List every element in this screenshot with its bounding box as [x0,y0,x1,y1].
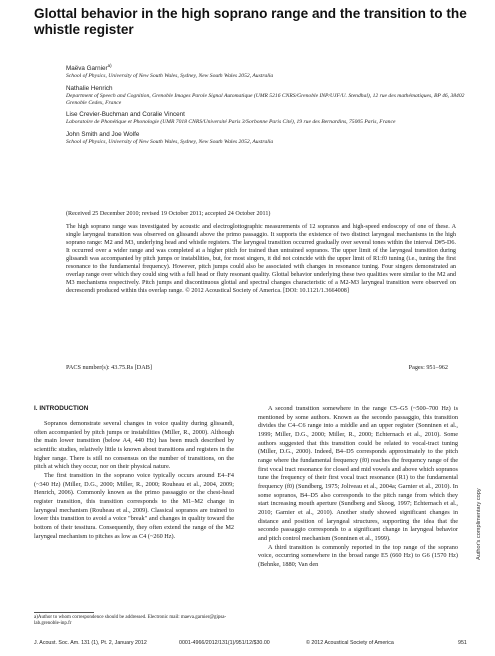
author-affiliation: Department of Speech and Cognition, Grenoble Images Parole Signal Automatique (UMR 5216 CNRS/Grenoble INP/UJF/U. Stendhal), 12 rue des mathématiques, BP 46, 38402 Grenoble Cedex, France [66,92,465,106]
footer-journal: J. Acoust. Soc. Am. 131 (1), Pt. 2, January 2012 [34,640,147,646]
author-name: Maëva Garnier$^{a)}$ [66,63,112,73]
received-dates: (Received 25 December 2010; revised 19 October 2011; accepted 24 October 2011) [66,211,271,217]
complimentary-copy-label: Author's complimentary copy [476,488,482,560]
right-column [258,405,458,569]
author-block [66,62,466,80]
article-title: Glottal behavior in the high soprano range and the transition to the whistle register [34,6,467,37]
footer-copyright: © 2012 Acoustical Society of America [306,640,394,646]
pacs-numbers: PACS number(s): 43.75.Rs [DAB] [66,364,152,371]
author-name: Nathalie Henrich [66,84,113,92]
body-paragraph: A second transition somewhere in the range C5–G5 (~500–700 Hz) is mentioned by some authors. Known as the secondo passaggio, this transition divides the C4–C6 range into a middle and an upper register (Sonninen et al., 1999; Miller, D.G., 2000; Miller, R., 2000; Echternach et al., 2010). Some authors suggested that this transition could be related to vocal-tract tuning (Miller, D.G., 2000). Indeed, B4–D5 corresponds approximately to the pitch range where the fundamental frequency (f0) reaches the frequency range of the first vocal tract resonance for closed and mid vowels and above which sopranos tune the frequency of their first vocal tract resonance (R1) to the fundamental frequency (f0) (Sundberg, 1975; Joliveau et al., 2004a; Garnier et al., 2010). In some sopranos, B4–D5 also corresponds to the pitch range from which they start increasing mouth aperture (Sundberg and Skoog, 1997; Echternach et al., 2010; Garnier et al., 2010). Another study showed significant changes in distance and position of laryngeal structures, supporting the idea that the secondo passaggio corresponds to a significant change in laryngeal behavior and pitch control mechanism (Sonninen et al., 1999). [258,405,458,542]
abstract-text: The high soprano range was investigated by acoustic and electroglottographic measurements of 12 sopranos and high-speed endoscopy of one of these. A single laryngeal transition was observed on glissandi above the primo passaggio. It supports the existence of two distinct laryngeal mechanisms in the high soprano range: M2 and M3, underlying head and whistle registers. The laryngeal transition occurred gradually over several tones within the interval D#5-D6. It occurred over a wider range and was completed at a higher pitch for trained than untrained sopranos. The upper limit of the laryngeal transition during glissandi was accompanied by pitch jumps or instabilities, but, for most singers, it did not coincide with the upper limit of R1:f0 tuning (i.e., tuning the first resonance to the fundamental frequency). However, pitch jumps could also be associated with changes in resonance tuning. Four singers demonstrated an overlap range over which they could sing with a full head or fluty resonant quality. Glottal behavior underlying these two qualities were similar to the M2 and M3 mechanisms respectively. Pitch jumps and discontinuous glottal and spectral changes characteristic of a M2-M3 laryngeal transition were observed on decrescendi produced within this overlap range. [66,224,456,294]
footnote: a)Author to whom correspondence should be addressed. Electronic mail: maeva.garnier@gipsa-lab.grenoble-inp.fr [34,615,227,626]
footer-issn: 0001-4966/2012/131(1)/951/12/$30.00 [179,640,270,646]
section-heading: I. INTRODUCTION [34,405,89,412]
body-paragraph: Sopranos demonstrate several changes in voice quality during glissandi, often accompanied by pitch jumps or instabilities (Miller, R., 2000). Although the main lower transition (below A4, 440 Hz) has been much described by scientific studies, relatively little is known about transitions and registers in the higher range. There is still no consensus on the number of transitions, on the pitch at which they occur, nor on their physical nature. [34,420,234,471]
author-block [66,131,466,146]
pacs-line [66,364,456,372]
body-paragraph: A third transition is commonly reported in the top range of the soprano voice, occurring somewhere in the broad range E5 (660 Hz) to G6 (1570 Hz) (Behnke, 1880; Van den [258,543,458,568]
author-affiliation: School of Physics, University of New South Wales, Sydney, New South Wales 2052, Australia [66,138,274,145]
author-affiliation: School of Physics, University of New South Wales, Sydney, New South Wales 2052, Australia [66,73,274,80]
abstract [66,224,456,296]
left-column [34,420,234,541]
body-paragraph: The first transition in the soprano voice typically occurs around E4–F4 (~340 Hz) (Miller, D.G., 2000; Miller, R., 2000; Rouheau et al., 2004, 2009; Henrich, 2006). Commonly known as the primo passaggio or the chest-head register transition, this transition corresponds to the M1–M2 change in laryngeal mechanism (Rouheau et al., 2009). Classical sopranos are trained to lower this transition to avoid a voice "break" and changes in quality toward the bottom of their tessitura. Consequently, they often extend the range of the M2 laryngeal mechanism to pitches as low as C4 (~260 Hz). [34,471,234,540]
author-name: John Smith and Joe Wolfe [66,130,140,138]
author-block [66,111,466,126]
author-affiliation: Laboratoire de Phonétique et Phonologie (UMR 7018 CNRS/Université Paris 3/Sorbonne Paris Cité), 19 rue des Bernardins, 75005 Paris, France [66,119,396,126]
copyright-doi: © 2012 Acoustical Society of America. [DOI: 10.1121/1.3664008] [185,287,349,294]
author-block [66,85,466,106]
author-name: Lise Crevier-Buchman and Coralie Vincent [66,111,185,119]
footnote-rule [34,612,94,613]
author-list [66,62,466,151]
footer-page-number: 951 [458,640,467,646]
page-range: Pages: 951–962 [408,364,448,371]
